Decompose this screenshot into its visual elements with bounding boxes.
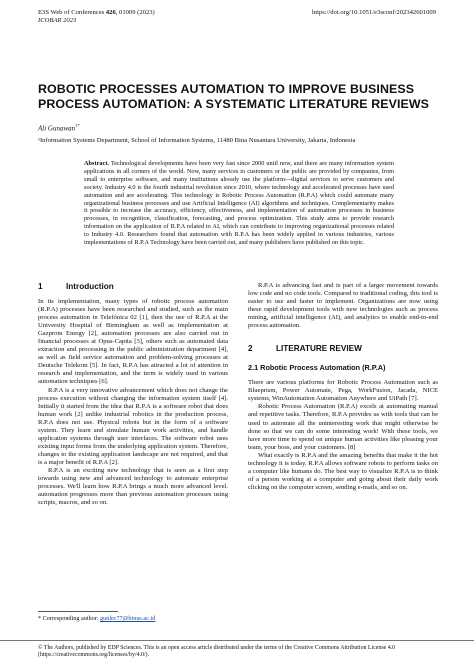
license-divider (0, 640, 474, 641)
lit-paragraph-3: What exactly is R.P.A and the amazing benefits that make it the hot technology it is today. R.P.A allows software robots to perform tasks on a computer like humans do. The best way to visualize R.P.A is to think of a person working at a computer and going about their daily work clicking on the computer screen, sending e-mails, and so on. (248, 451, 438, 491)
left-column (38, 282, 228, 507)
footnote-divider (38, 611, 118, 612)
journal-volume: 426 (105, 9, 116, 16)
journal-citation (38, 9, 155, 17)
intro-paragraph-4: R.P.A is advancing fast and is part of a larger movement towards low code and no code tools. Compared to traditional coding, this tool is easier to use and faster to implement. Organizations are now using these rapid development tools with new technologies such as process mining, artificial intelligence (AI), and analytics to enable end-to-end process automation. (248, 282, 438, 330)
footnote-label: * Corresponding author: (38, 615, 101, 622)
section-number: 1 (38, 282, 43, 291)
doi-link[interactable]: https://doi.org/10.1051/e3sconf/202342601009 (311, 9, 436, 16)
section-heading-literature-review (248, 344, 438, 353)
intro-paragraph-1: In its implementation, many types of robotic process automation (R.P.A) processes have been researched and studied, such as the main process automation in Telefónica 02 [1], then the use of R.P.A at the University Hospital of Birmingham as well as implementation at Gazprom Energy [2], automation processes are also carried out in financial processes at Opus-Capita [3], others such as automated data extraction and processing in the public administration department [4], as well as field service automation and problem-solving processes at Deutsche Telekom [5]. In fact, R.P.A has attracted a lot of attention in research and implementation, and the term is widely used in various automation techniques [6]. (38, 298, 228, 386)
corresponding-author-footnote (38, 615, 155, 622)
section-title: Introduction (66, 282, 114, 291)
author-marks: 1* (75, 123, 80, 128)
paper-title: ROBOTIC PROCESSES AUTOMATION TO IMPROVE BUSINESS PROCESS AUTOMATION: A SYSTEMATIC LITERATURE REVIEWS (38, 82, 430, 111)
abstract-text: Technological developments have been very fast since 2000 until now, and there are many information system applications in all corners of the world. Now, many services to customers or the public are provided by companies, from small to enterprise software, and many institutions already use the platform—digital services to serve customers and society. Industry 4.0 is the fourth industrial revolution since 2010, where technology and accelerated processes have used automation and are accelerating. This technology is Robotic Process Automation (R.P.A) which could automate many organizational business processes and use Artificial Intelligence (AI) algorithms and techniques. Complementarity makes it possible to increase the accuracy, efficiency, effectiveness, and implementation of automation processes in business processes, in recognition, classification, forecasting, and process optimization. This study aims to provide research information on the application of R.P.A related to AI, which can contribute to improving organizational processes related to Industry 4.0. Researchers found that automation with R.P.A has been widely applied in various industries, various implementations of R.P.A Technology have been carried out, and many publishers have published on this topic. (84, 160, 394, 247)
conference-name: ICOBAR 2023 (38, 17, 77, 25)
subsection-heading-rpa: 2.1 Robotic Process Automation (R.P.A) (248, 363, 386, 373)
section-number: 2 (248, 344, 253, 354)
intro-paragraph-2: R.P.A is a very innovative advancement which does not change the process execution without changing the information system itself [4]. Initially it started from the idea that R.P.A is a software robot that does human work [2] unlike industrial robotics in the production process, R.P.A does not use. Physical robots but in the form of a software system. They learn and simulate human work activities, and handle application systems through user interfaces. The software robot uses existing input forms from the underlying application system. Therefore, changes to the existing application landscape are not required, and that is a major benefit of R.P.A [2]. (38, 386, 228, 466)
abstract-label: Abstract. (84, 160, 110, 167)
license-url[interactable]: (https://creativecommons.org/licenses/by/4.0/). (38, 652, 149, 659)
lit-paragraph-1: There are various platforms for Robotic Process Automation such as Blueprism, Power Automate, Pega, WorkFusion, Jacada, NICE systems, WinAutomation Automation Anywhere and UiPath [7]. (248, 379, 438, 403)
author-email-link[interactable]: gunlec77@binus.ac.id (100, 615, 156, 622)
article-number: , 01009 (2023) (115, 9, 155, 16)
author-line (38, 123, 80, 132)
journal-name: E3S Web of Conferences (38, 9, 106, 16)
license-notice (38, 645, 448, 660)
intro-paragraph-3: R.P.A is an exciting new technology that is seen as a first step towards using new and advanced technology to automate enterprise processes. We'll learn how R.P.A brings a much more advanced level. automation progresses more than previous automation processes using scripts, macros, and so on. (38, 466, 228, 507)
abstract (84, 160, 394, 247)
section-title: LITERATURE REVIEW (276, 344, 362, 354)
author-name: Ali Gunawan (38, 124, 76, 133)
affiliation: ¹Information Systems Department, School of Information Systems, 11480 Bina Nusantara University, Jakarta, Indonesia (38, 137, 356, 144)
lit-paragraph-2: Robotic Process Automation (R.P.A) excels at automating manual and repetitive tasks. Therefore, R.P.A provides us with tools that can be used to automate all the uninteresting work that might otherwise be done so that we can do some interesting work! With these tools, we have more time to spend on unique human activities like pleasing your team, your boss, and your customers. [8] (248, 403, 438, 451)
section-heading-introduction (38, 282, 228, 291)
right-column (248, 282, 438, 492)
journal-header (38, 9, 155, 26)
license-text: © The Authors, published by EDP Sciences. This is an open access article distributed under the terms of the Creative Commons Attribution License 4.0 (38, 645, 396, 651)
